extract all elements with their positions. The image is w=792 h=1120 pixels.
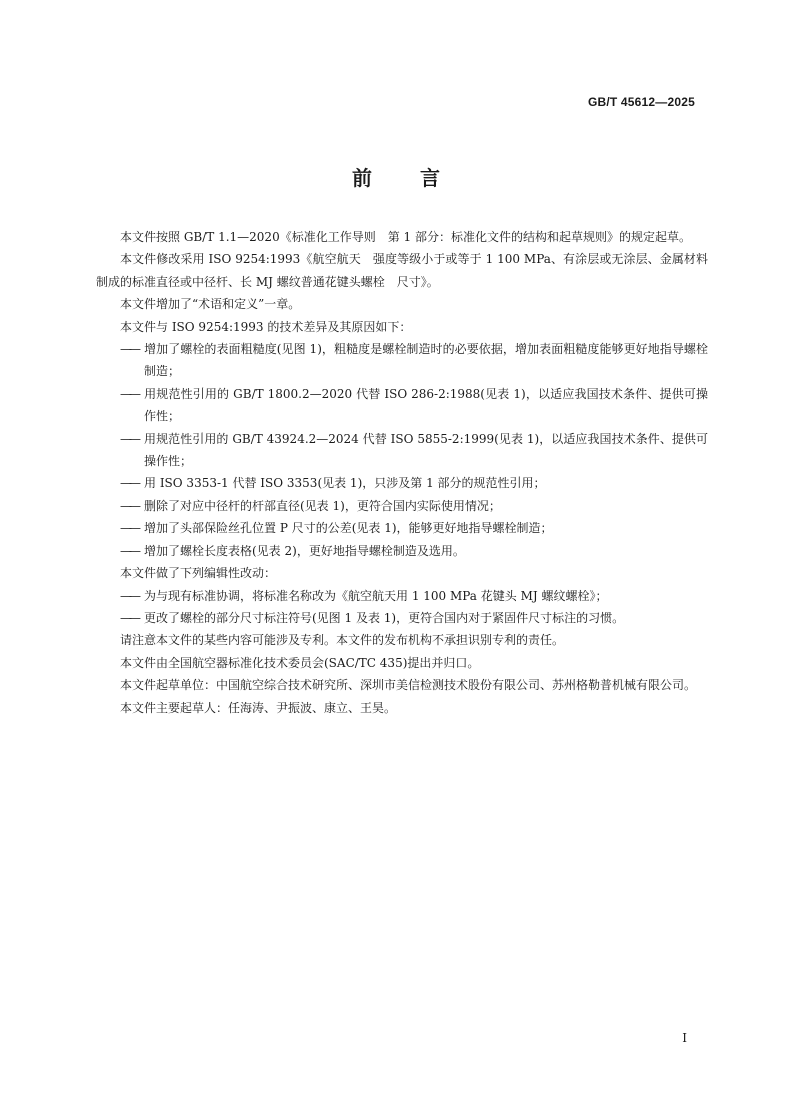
dash-marker: —— bbox=[120, 431, 138, 446]
paragraph-differences-intro: 本文件与 ISO 9254:1993 的技术差异及其原因如下： bbox=[120, 319, 412, 334]
paragraph-added-chapter: 本文件增加了“术语和定义”一章。 bbox=[120, 297, 301, 312]
list-item bbox=[96, 607, 708, 629]
list-item-text: 为与现有标准协调，将标准名称改为《航空航天用 1 100 MPa 花键头 MJ 螺纹螺栓》； bbox=[144, 588, 608, 603]
list-item bbox=[96, 472, 708, 494]
list-item bbox=[96, 495, 708, 517]
dash-marker: —— bbox=[120, 386, 138, 401]
list-item-text: 增加了头部保险丝孔位置 P 尺寸的公差(见表 1)，能够更好地指导螺栓制造； bbox=[144, 521, 553, 536]
paragraph-drafting-units: 本文件起草单位：中国航空综合技术研究所、深圳市美信检测技术股份有限公司、苏州格勒普机械有限公司。 bbox=[120, 678, 697, 693]
paragraph-proposer: 本文件由全国航空器标准化技术委员会(SAC/TC 435)提出并归口。 bbox=[120, 655, 480, 670]
dash-marker: —— bbox=[120, 521, 138, 536]
dash-marker: —— bbox=[120, 476, 138, 491]
technical-differences-list bbox=[96, 338, 708, 562]
list-item bbox=[96, 540, 708, 562]
list-item bbox=[96, 585, 708, 607]
list-item-text: 用 ISO 3353-1 代替 ISO 3353(见表 1)，只涉及第 1 部分的规范性引用； bbox=[144, 476, 546, 491]
paragraph-drafters: 本文件主要起草人：任海涛、尹振波、康立、王昊。 bbox=[120, 700, 397, 715]
list-item bbox=[96, 517, 708, 539]
paragraph-drafting-rules: 本文件按照 GB/T 1.1—2020《标准化工作导则 第 1 部分：标准化文件的结构和起草规则》的规定起草。 bbox=[120, 230, 691, 244]
list-item bbox=[96, 383, 708, 428]
list-item-text: 更改了螺栓的部分尺寸标注符号(见图 1 及表 1)，更符合国内对于紧固件尺寸标注的习惯。 bbox=[144, 610, 625, 625]
dash-marker: —— bbox=[120, 342, 138, 357]
paragraph-editorial-intro: 本文件做了下列编辑性改动： bbox=[120, 566, 277, 581]
editorial-changes-list bbox=[96, 585, 708, 630]
page-title: 前 言 bbox=[352, 166, 454, 190]
dash-marker: —— bbox=[120, 610, 138, 625]
list-item-text: 删除了对应中径杆的杆部直径(见表 1)，更符合国内实际使用情况； bbox=[144, 498, 501, 513]
list-item-text: 用规范性引用的 GB/T 43924.2—2024 代替 ISO 5855-2:1999(见表 1)，以适应我国技术条件、提供可操作性； bbox=[144, 431, 708, 469]
list-item bbox=[96, 428, 708, 473]
dash-marker: —— bbox=[120, 498, 138, 513]
foreword-body bbox=[96, 226, 708, 719]
list-item-text: 用规范性引用的 GB/T 1800.2—2020 代替 ISO 286-2:1988(见表 1)，以适应我国技术条件、提供可操作性； bbox=[144, 386, 708, 424]
dash-marker: —— bbox=[120, 543, 138, 558]
paragraph-patent-notice: 请注意本文件的某些内容可能涉及专利。本文件的发布机构不承担识别专利的责任。 bbox=[120, 633, 565, 648]
dash-marker: —— bbox=[120, 588, 138, 603]
list-item bbox=[96, 338, 708, 383]
page-number: I bbox=[682, 1031, 687, 1045]
paragraph-adoption: 本文件修改采用 ISO 9254:1993《航空航天 强度等级小于或等于 1 100 MPa、有涂层或无涂层、金属材料制成的标准直径或中径杆、长 MJ 螺纹普通花键头螺栓 尺寸》。 bbox=[96, 252, 708, 289]
standard-code: GB/T 45612—2025 bbox=[587, 95, 695, 109]
list-item-text: 增加了螺栓长度表格(见表 2)，更好地指导螺栓制造及选用。 bbox=[144, 543, 465, 558]
list-item-text: 增加了螺栓的表面粗糙度(见图 1)，粗糙度是螺栓制造时的必要依据，增加表面粗糙度能够更好地指导螺栓制造； bbox=[144, 342, 708, 379]
